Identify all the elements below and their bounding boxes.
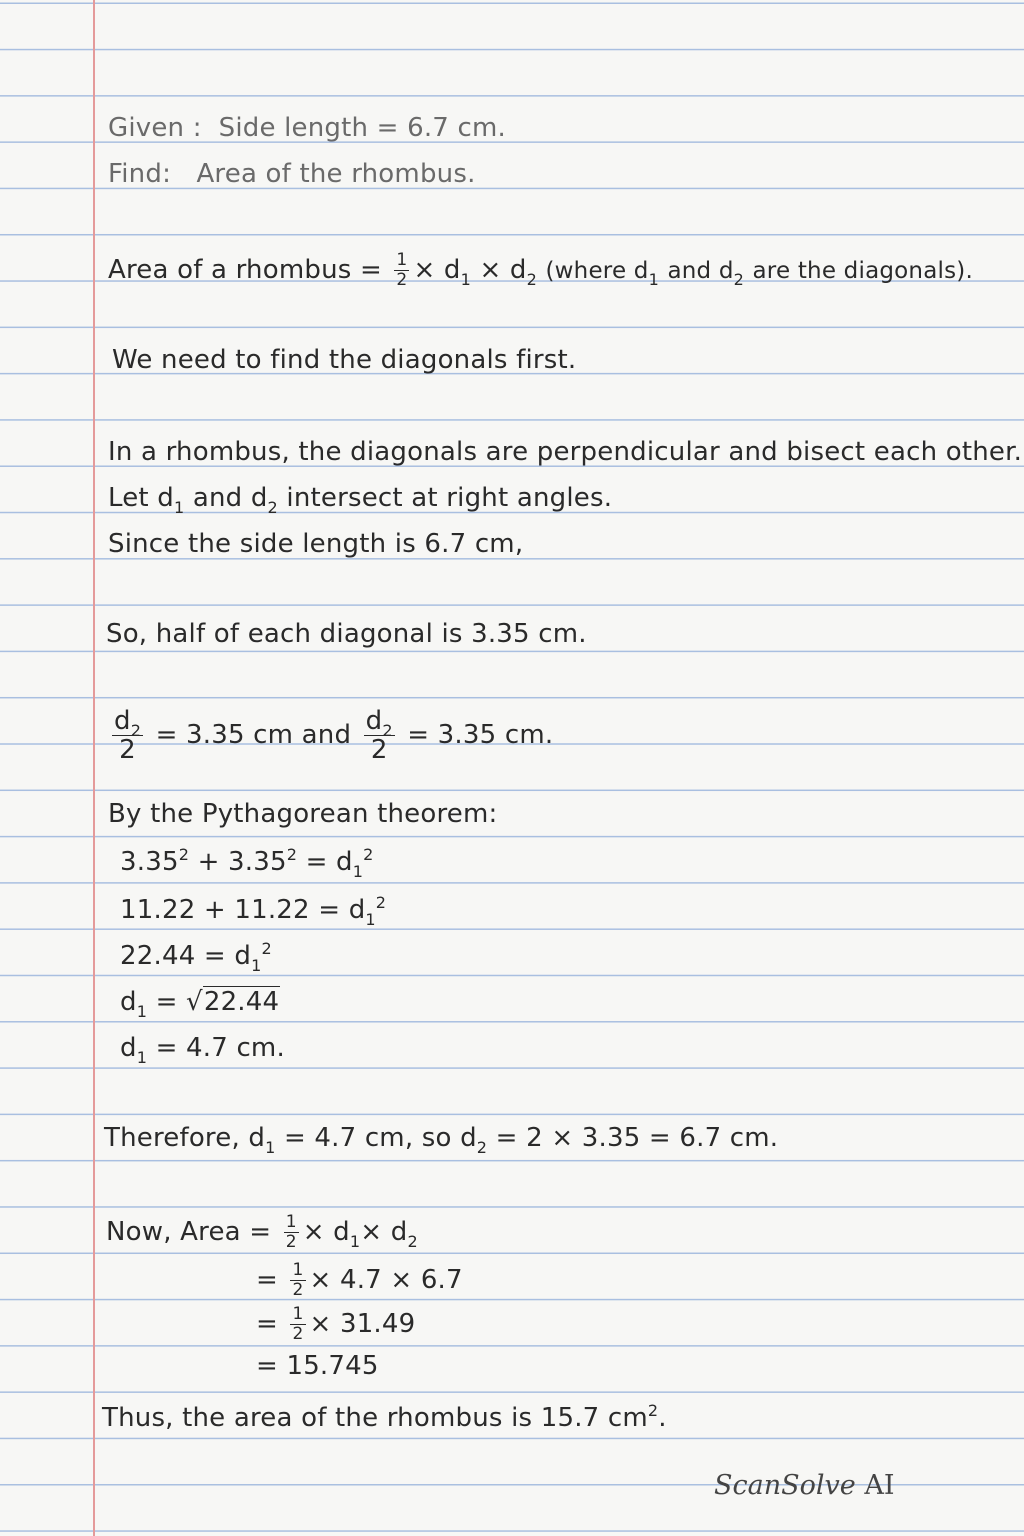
pyth-term: = <box>155 987 178 1017</box>
superscript: 2 <box>261 939 272 958</box>
pythagorean-heading: By the Pythagorean theorem: <box>108 799 498 829</box>
d2-over-2-fraction <box>112 708 143 763</box>
fraction-denominator: 2 <box>119 735 136 765</box>
d-letter: d <box>114 706 131 736</box>
radicand: 22.44 <box>203 987 280 1017</box>
subscript: 1 <box>460 270 471 289</box>
given-line <box>108 112 506 144</box>
formula-and: and d <box>667 258 734 284</box>
area-step-4: = 15.745 <box>256 1351 379 1381</box>
subscript: 2 <box>526 270 538 289</box>
scansolve-watermark <box>714 1470 895 1501</box>
area-term: × 31.49 <box>309 1309 416 1339</box>
subscript: 1 <box>251 956 262 975</box>
find-text: Area of the rhombus. <box>196 159 476 189</box>
fraction-denominator: 2 <box>370 735 388 765</box>
pyth-step-4 <box>120 986 280 1021</box>
subscript: 1 <box>174 498 185 517</box>
superscript: 2 <box>286 845 298 864</box>
let-and: and d <box>192 483 268 513</box>
pyth-step-3 <box>120 939 272 975</box>
find-label: Find: <box>108 159 172 189</box>
half-eq-first: = 3.35 cm and <box>155 720 352 750</box>
pyth-step-5 <box>120 1032 285 1067</box>
pyth-term: + 3.35 <box>197 847 287 877</box>
fraction-numerator: 1 <box>292 1260 304 1280</box>
formula-times-d1: × d <box>413 255 461 285</box>
subscript: 2 <box>733 270 745 289</box>
half-line: So, half of each diagonal is 3.35 cm. <box>106 619 587 649</box>
formula-where: (where d <box>545 258 649 284</box>
square-root: √22.44 <box>186 987 280 1017</box>
formula-times-d2: × d <box>479 255 527 285</box>
half-fraction-line <box>108 708 553 763</box>
superscript: 2 <box>375 893 387 912</box>
fraction-denominator: 2 <box>292 1280 304 1300</box>
watermark-name: ScanSolve <box>714 1470 856 1501</box>
half-fraction <box>290 1306 305 1343</box>
perp-line: In a rhombus, the diagonals are perpendicular and bisect each other. <box>108 437 1023 467</box>
formula-line <box>108 252 973 289</box>
pyth-term: d <box>120 987 137 1017</box>
area-term: × 4.7 × 6.7 <box>309 1265 463 1295</box>
therefore-text: Therefore, d <box>104 1123 266 1153</box>
given-text: Side length = 6.7 cm. <box>218 113 506 143</box>
pyth-term: d <box>120 1033 137 1063</box>
let-text: Let d <box>108 483 174 513</box>
half-eq-second: = 3.35 cm. <box>407 720 554 750</box>
area-prefix: Now, Area = <box>106 1217 272 1247</box>
therefore-text: = 2 × 3.35 = 6.7 cm. <box>495 1123 779 1153</box>
pyth-term: 22.44 = d <box>120 941 252 971</box>
subscript: 1 <box>352 862 364 881</box>
therefore-text: = 4.7 cm, so d <box>283 1123 477 1153</box>
fraction-denominator: 2 <box>396 270 408 290</box>
formula-prefix: Area of a rhombus = <box>108 255 382 285</box>
formula-end: are the diagonals). <box>752 258 973 284</box>
subscript: 2 <box>130 721 142 740</box>
area-step-1 <box>106 1214 418 1251</box>
subscript: 1 <box>136 1002 148 1021</box>
superscript: 2 <box>178 845 190 864</box>
given-label: Given : <box>108 113 202 143</box>
fraction-numerator <box>364 706 395 740</box>
area-step-3 <box>256 1306 415 1343</box>
pyth-step-1 <box>120 845 374 881</box>
fraction-numerator: 1 <box>285 1212 297 1232</box>
half-fraction <box>290 1262 305 1299</box>
fraction-numerator: 1 <box>292 1304 304 1324</box>
area-term: × d <box>360 1217 408 1247</box>
subscript: 2 <box>267 498 278 517</box>
pyth-step-2 <box>120 893 387 929</box>
pyth-term: 11.22 + 11.22 = d <box>120 895 366 925</box>
subscript: 1 <box>365 910 376 929</box>
subscript: 2 <box>382 721 393 740</box>
fraction-denominator: 2 <box>292 1324 304 1344</box>
margin-line <box>93 0 95 1536</box>
subscript: 2 <box>407 1232 418 1251</box>
fraction-numerator: 1 <box>396 250 408 270</box>
let-rest: intersect at right angles. <box>286 483 613 513</box>
equals-sign: = <box>256 1265 278 1295</box>
superscript: 2 <box>363 845 374 864</box>
d2-over-2-fraction <box>364 708 395 763</box>
conclusion-text: Thus, the area of the rhombus is 15.7 cm <box>102 1403 648 1433</box>
d-letter: d <box>365 706 383 736</box>
since-line: Since the side length is 6.7 cm, <box>108 529 524 559</box>
need-line: We need to find the diagonals first. <box>112 345 577 375</box>
pyth-term: 3.35 <box>120 847 179 877</box>
half-fraction <box>284 1214 299 1251</box>
conclusion-period: . <box>658 1403 667 1433</box>
watermark-suffix: AI <box>864 1470 895 1501</box>
pyth-term: = 4.7 cm. <box>155 1033 285 1063</box>
find-line <box>108 158 476 190</box>
fraction-denominator: 2 <box>285 1232 297 1252</box>
half-fraction <box>394 252 409 289</box>
equals-sign: = <box>256 1309 278 1339</box>
let-line <box>108 482 613 517</box>
subscript: 1 <box>349 1232 361 1251</box>
subscript: 1 <box>265 1138 276 1157</box>
therefore-line <box>104 1122 779 1157</box>
fraction-numerator <box>112 706 143 740</box>
subscript: 1 <box>136 1048 148 1067</box>
subscript: 2 <box>476 1138 488 1157</box>
conclusion-line <box>102 1402 667 1434</box>
area-step-2 <box>256 1262 463 1299</box>
subscript: 1 <box>648 270 659 289</box>
superscript: 2 <box>647 1401 659 1420</box>
pyth-term: = d <box>305 847 353 877</box>
area-term: × d <box>302 1217 350 1247</box>
